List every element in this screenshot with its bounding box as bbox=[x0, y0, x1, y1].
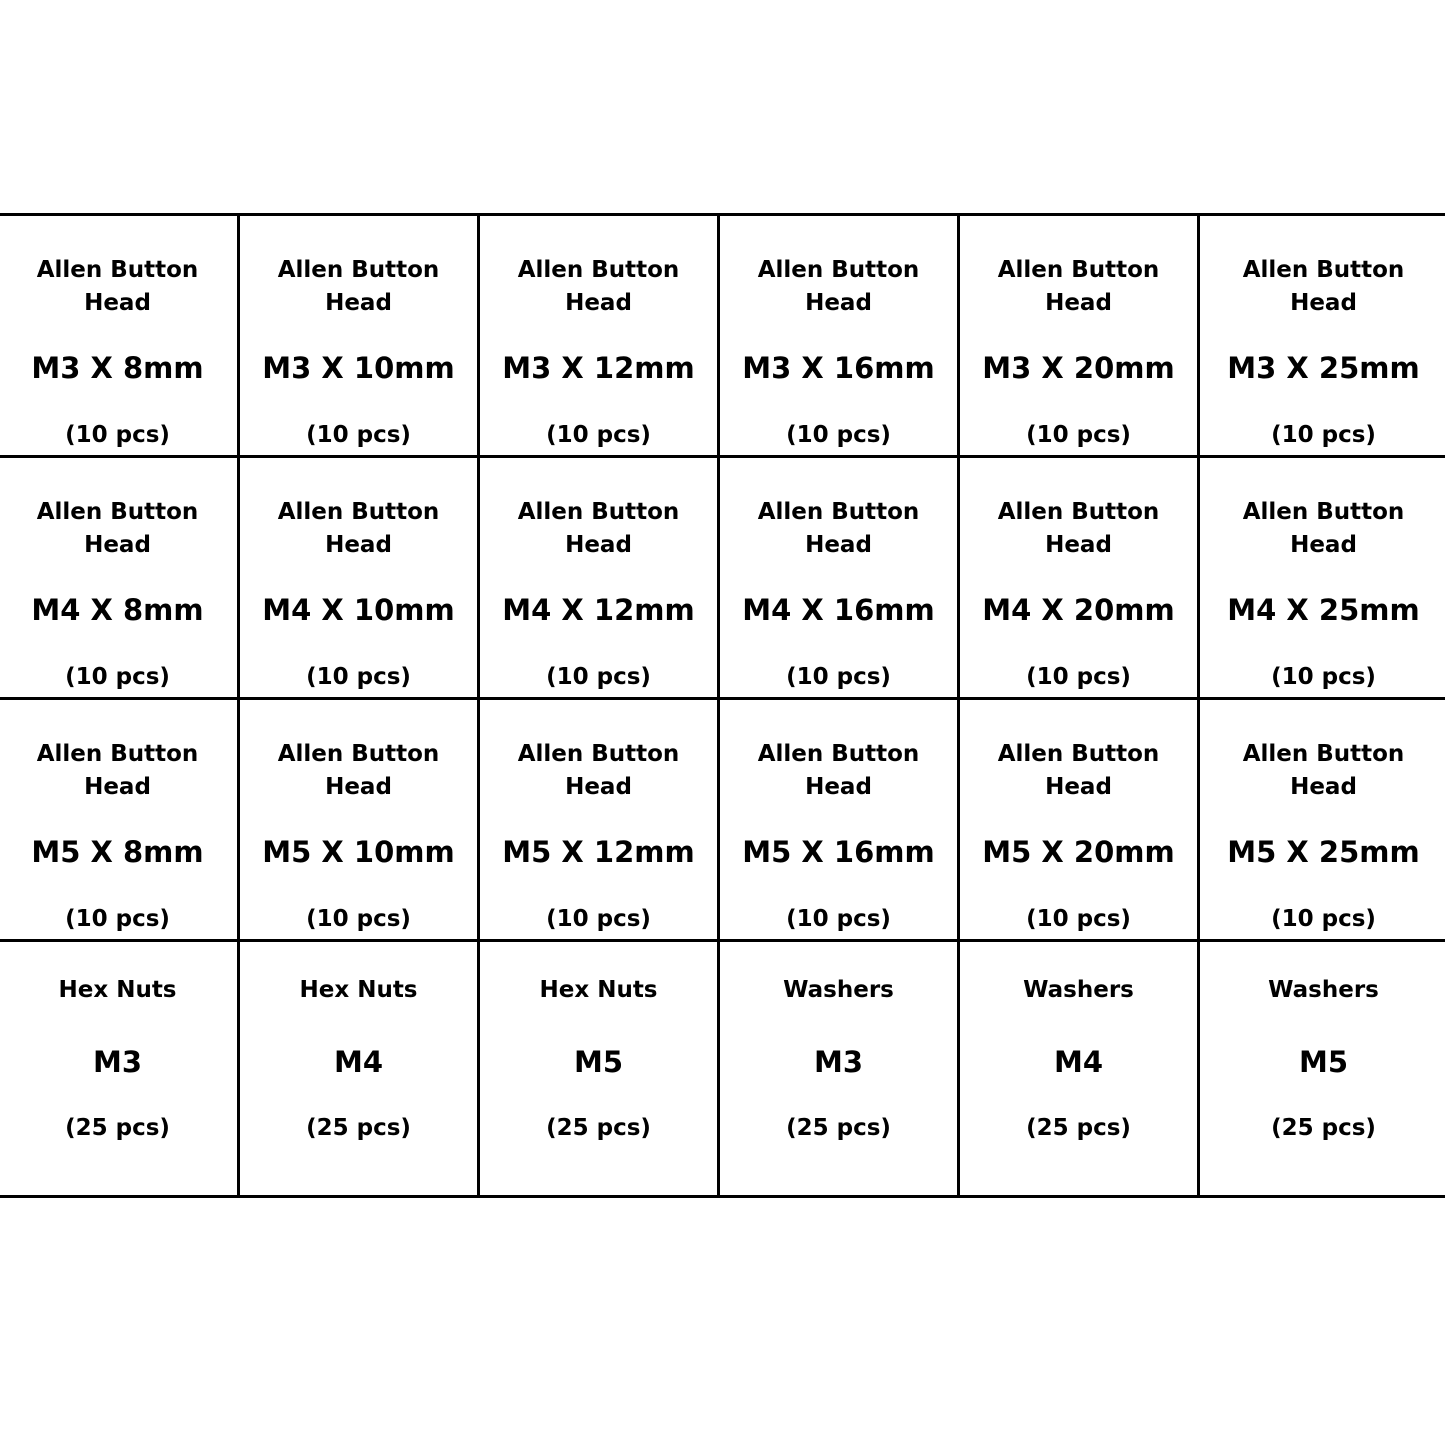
cell-size: M3 X 20mm bbox=[982, 351, 1175, 385]
cell-quantity: (10 pcs) bbox=[306, 422, 411, 448]
cell-size: M5 X 25mm bbox=[1227, 835, 1420, 869]
cell-quantity: (10 pcs) bbox=[786, 906, 891, 932]
cell-title-line2: Head bbox=[805, 532, 872, 558]
cell-quantity: (25 pcs) bbox=[306, 1115, 411, 1141]
grid-cell bbox=[480, 700, 720, 942]
cell-title-line2: Head bbox=[565, 290, 632, 316]
cell-title-line2: Head bbox=[325, 290, 392, 316]
cell-size: M4 X 25mm bbox=[1227, 593, 1420, 627]
cell-size: M3 X 12mm bbox=[502, 351, 695, 385]
cell-title: Allen Button bbox=[36, 257, 199, 283]
cell-title: Allen Button bbox=[277, 257, 440, 283]
grid-cell bbox=[240, 458, 480, 700]
cell-size: M5 X 12mm bbox=[502, 835, 695, 869]
cell-title: Allen Button bbox=[1242, 741, 1405, 767]
grid-cell bbox=[720, 216, 960, 458]
cell-size: M5 bbox=[573, 1045, 624, 1079]
cell-size: M5 X 16mm bbox=[742, 835, 935, 869]
cell-title: Allen Button bbox=[36, 499, 199, 525]
cell-quantity: (10 pcs) bbox=[65, 664, 170, 690]
cell-title-line2: Head bbox=[84, 290, 151, 316]
grid-cell bbox=[0, 700, 240, 942]
grid-cell bbox=[240, 216, 480, 458]
cell-quantity: (25 pcs) bbox=[786, 1115, 891, 1141]
cell-quantity: (10 pcs) bbox=[786, 422, 891, 448]
cell-title-line2: Head bbox=[325, 532, 392, 558]
cell-title: Allen Button bbox=[36, 741, 199, 767]
cell-quantity: (10 pcs) bbox=[1026, 906, 1131, 932]
cell-title: Allen Button bbox=[1242, 499, 1405, 525]
cell-quantity: (10 pcs) bbox=[65, 906, 170, 932]
cell-title: Allen Button bbox=[997, 257, 1160, 283]
cell-quantity: (25 pcs) bbox=[1271, 1115, 1376, 1141]
cell-size: M5 X 8mm bbox=[31, 835, 204, 869]
cell-title-line2: Head bbox=[565, 532, 632, 558]
grid-cell bbox=[480, 942, 720, 1195]
cell-quantity: (10 pcs) bbox=[546, 906, 651, 932]
cell-quantity: (25 pcs) bbox=[1026, 1115, 1131, 1141]
cell-quantity: (10 pcs) bbox=[1026, 422, 1131, 448]
cell-quantity: (10 pcs) bbox=[306, 906, 411, 932]
grid-cell bbox=[0, 216, 240, 458]
cell-title-line2: Head bbox=[325, 774, 392, 800]
cell-title: Allen Button bbox=[277, 741, 440, 767]
cell-title-line2: Head bbox=[805, 290, 872, 316]
cell-quantity: (10 pcs) bbox=[1026, 664, 1131, 690]
cell-title: Washers bbox=[1023, 977, 1134, 1003]
grid-cell bbox=[0, 942, 240, 1195]
grid-cell bbox=[720, 458, 960, 700]
grid-cell bbox=[1200, 216, 1445, 458]
cell-quantity: (10 pcs) bbox=[1271, 664, 1376, 690]
cell-title-line2: Head bbox=[1290, 774, 1357, 800]
cell-title-line2: Head bbox=[565, 774, 632, 800]
cell-title: Hex Nuts bbox=[58, 977, 177, 1003]
cell-title: Allen Button bbox=[757, 741, 920, 767]
grid-cell bbox=[960, 700, 1200, 942]
cell-title: Allen Button bbox=[517, 257, 680, 283]
grid-cell bbox=[240, 700, 480, 942]
grid-cell bbox=[960, 216, 1200, 458]
cell-size: M5 X 20mm bbox=[982, 835, 1175, 869]
cell-title-line2: Head bbox=[1045, 290, 1112, 316]
cell-quantity: (10 pcs) bbox=[546, 422, 651, 448]
cell-size: M5 X 10mm bbox=[262, 835, 455, 869]
cell-size: M4 bbox=[333, 1045, 384, 1079]
cell-quantity: (25 pcs) bbox=[546, 1115, 651, 1141]
cell-title-line2: Head bbox=[84, 532, 151, 558]
cell-size: M3 X 16mm bbox=[742, 351, 935, 385]
grid-cell bbox=[480, 216, 720, 458]
cell-size: M4 X 16mm bbox=[742, 593, 935, 627]
cell-title: Hex Nuts bbox=[539, 977, 658, 1003]
grid-cell bbox=[1200, 700, 1445, 942]
cell-title: Allen Button bbox=[757, 499, 920, 525]
cell-size: M3 X 8mm bbox=[31, 351, 204, 385]
grid-cell bbox=[960, 458, 1200, 700]
grid-cell bbox=[480, 458, 720, 700]
grid-cell bbox=[720, 942, 960, 1195]
cell-size: M4 bbox=[1053, 1045, 1104, 1079]
cell-title-line2: Head bbox=[1045, 774, 1112, 800]
label-grid bbox=[0, 213, 1445, 1198]
cell-title-line2: Head bbox=[805, 774, 872, 800]
cell-title: Allen Button bbox=[277, 499, 440, 525]
cell-title: Allen Button bbox=[997, 499, 1160, 525]
cell-size: M4 X 20mm bbox=[982, 593, 1175, 627]
cell-size: M4 X 10mm bbox=[262, 593, 455, 627]
cell-size: M4 X 12mm bbox=[502, 593, 695, 627]
grid-cell bbox=[960, 942, 1200, 1195]
cell-size: M3 bbox=[92, 1045, 143, 1079]
grid-cell bbox=[240, 942, 480, 1195]
cell-title: Allen Button bbox=[997, 741, 1160, 767]
cell-size: M3 X 25mm bbox=[1227, 351, 1420, 385]
cell-quantity: (10 pcs) bbox=[1271, 906, 1376, 932]
grid-cell bbox=[0, 458, 240, 700]
cell-quantity: (10 pcs) bbox=[306, 664, 411, 690]
cell-size: M3 bbox=[813, 1045, 864, 1079]
cell-title: Hex Nuts bbox=[299, 977, 418, 1003]
cell-title-line2: Head bbox=[1045, 532, 1112, 558]
cell-title: Washers bbox=[1268, 977, 1379, 1003]
cell-quantity: (10 pcs) bbox=[786, 664, 891, 690]
cell-quantity: (10 pcs) bbox=[65, 422, 170, 448]
cell-quantity: (10 pcs) bbox=[546, 664, 651, 690]
cell-size: M5 bbox=[1298, 1045, 1349, 1079]
cell-size: M4 X 8mm bbox=[31, 593, 204, 627]
cell-title: Allen Button bbox=[517, 499, 680, 525]
cell-title: Allen Button bbox=[1242, 257, 1405, 283]
grid-cell bbox=[720, 700, 960, 942]
grid-cell bbox=[1200, 458, 1445, 700]
cell-title: Allen Button bbox=[517, 741, 680, 767]
cell-quantity: (25 pcs) bbox=[65, 1115, 170, 1141]
cell-quantity: (10 pcs) bbox=[1271, 422, 1376, 448]
cell-title-line2: Head bbox=[1290, 532, 1357, 558]
cell-title-line2: Head bbox=[84, 774, 151, 800]
cell-title: Washers bbox=[783, 977, 894, 1003]
grid-cell bbox=[1200, 942, 1445, 1195]
cell-size: M3 X 10mm bbox=[262, 351, 455, 385]
cell-title-line2: Head bbox=[1290, 290, 1357, 316]
cell-title: Allen Button bbox=[757, 257, 920, 283]
